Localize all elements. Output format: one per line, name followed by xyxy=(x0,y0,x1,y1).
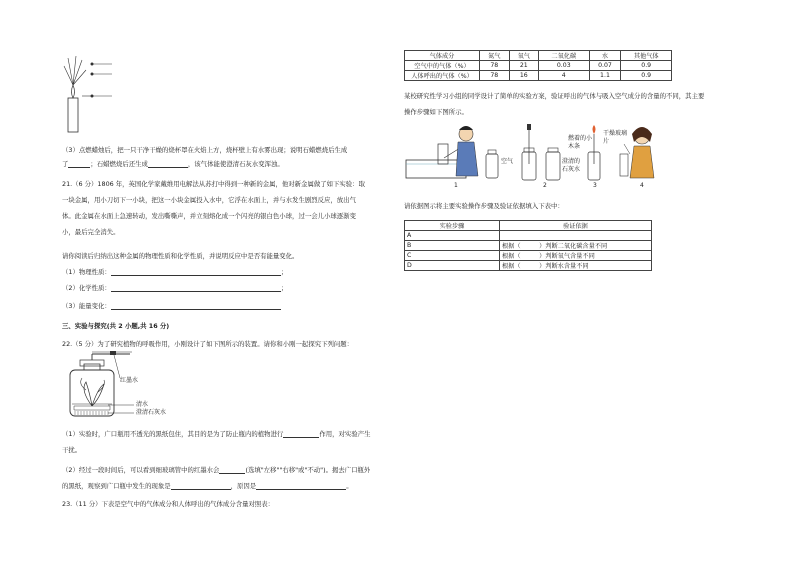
fig-air-label: 空气 xyxy=(501,158,514,165)
step-cell[interactable]: 根据（ ）判断氧气含量不同 xyxy=(500,251,652,261)
fig-limewater-label: 澄清石灰水 xyxy=(136,409,167,416)
gas-cell: 4 xyxy=(539,71,590,81)
fig-step-4: 4 xyxy=(640,182,644,189)
q21-line2: 一块金属，用小刀切下一小块，把这一小块金属投入水中，它浮在水面上，并与水发生剧烈反应，放出气 xyxy=(62,196,356,204)
fig-candle-label: 燃着的小木条 xyxy=(568,135,593,150)
gas-cell: 1.1 xyxy=(589,71,621,81)
gas-header: 水 xyxy=(589,51,621,61)
q21-chemical-blank[interactable] xyxy=(111,284,281,292)
fig-red-ink-label: 红墨水 xyxy=(120,377,139,384)
q3-text-c: ，该气体能使澄清石灰水变浑浊。 xyxy=(187,160,284,168)
period: 。 xyxy=(346,482,353,490)
step-header: 验证依据 xyxy=(500,221,652,231)
q22-2-text-d: ，原因是 xyxy=(230,482,257,490)
q22-2-text-c: 的黑纸，观察到广口瓶中发生的现象是 xyxy=(62,482,171,490)
step-cell[interactable]: 根据（ ）判断水含量不同 xyxy=(500,261,652,271)
fig-step-2: 2 xyxy=(543,182,547,189)
q22-line1: 22.（5 分）为了研究植物的呼吸作用，小刚设计了如下图所示的装置。请你和小刚一起探究下列问题： xyxy=(62,340,354,348)
step-header: 实验步骤 xyxy=(405,221,500,231)
q22-2-text-a: （2）经过一段时间后，可以看到细玻璃管中的红墨水会 xyxy=(62,466,220,474)
q23-line1: 23.（11 分）下表是空气中的气体成分和人体呼出的气体成分含量对照表： xyxy=(62,500,275,508)
q21-energy-label: （3）能量变化： xyxy=(62,302,111,310)
q3-text-b: ；石蜡燃烧后还生成 xyxy=(90,160,148,168)
q21-chemical xyxy=(62,284,287,292)
gas-table xyxy=(404,50,672,81)
step-cell: C xyxy=(405,251,500,261)
fig-step-1: 1 xyxy=(454,182,458,189)
right-para3: 请依据图示将主要实验操作步骤及验证依据填入下表中： xyxy=(404,202,564,210)
candle-figure xyxy=(56,52,116,138)
q21-energy-blank[interactable] xyxy=(111,302,281,310)
q21-chemical-label: （2）化学性质： xyxy=(62,284,111,292)
q21-line5: 请你阅读后归纳出这种金属的物理性质和化学性质，并说明反应中是否有能量变化。 xyxy=(62,252,299,260)
step-cell: D xyxy=(405,261,500,271)
table-row xyxy=(405,71,672,81)
table-row xyxy=(405,261,652,271)
fig-water-label: 清水 xyxy=(136,401,149,408)
gas-cell: 人体呼出的气体（%） xyxy=(405,71,480,81)
q22-2-blank-1[interactable] xyxy=(219,466,245,474)
gas-header: 氮气 xyxy=(480,51,510,61)
step-table xyxy=(404,220,652,271)
q22-2-blank-3[interactable] xyxy=(256,482,346,490)
semicolon-1: ； xyxy=(280,268,288,276)
q3-blank-2[interactable] xyxy=(148,160,188,168)
gas-cell: 16 xyxy=(509,71,539,81)
step-cell[interactable] xyxy=(500,231,652,241)
step-cell: B xyxy=(405,241,500,251)
step-cell[interactable]: 根据（ ）判断二氧化碳含量不同 xyxy=(500,241,652,251)
gas-cell: 空气中的气体（%） xyxy=(405,61,480,71)
q22-2-text-b: (选填"左移""右移"或"不动")。揭去广口瓶外 xyxy=(245,466,371,474)
step-table-header xyxy=(405,221,652,231)
gas-header: 二氧化碳 xyxy=(539,51,590,61)
q21-physical-label: （1）物理性质： xyxy=(62,268,111,276)
q21-line4: 小，最后完全消失。 xyxy=(62,228,120,236)
q22-1-line2: 干扰。 xyxy=(62,446,82,454)
q22-2-line2 xyxy=(62,482,353,490)
gas-cell: 0.03 xyxy=(539,61,590,71)
gas-cell: 0.9 xyxy=(621,71,672,81)
q21-physical xyxy=(62,268,287,276)
fig-step-3: 3 xyxy=(593,182,597,189)
q21-physical-blank[interactable] xyxy=(111,268,281,276)
q22-2-line1 xyxy=(62,466,370,474)
q3-blank-1[interactable] xyxy=(68,160,90,168)
gas-cell: 0.9 xyxy=(621,61,672,71)
gas-header: 气体成分 xyxy=(405,51,480,61)
q22-1-text-a: （1）实验时，广口瓶用不透光的黑纸包住，其目的是为了防止瓶内的植物进行 xyxy=(62,430,284,438)
q21-energy xyxy=(62,302,281,310)
q21-line3: 体。此金属在水面上急速转动，发出嘶嘶声，并立刻熔化成一个闪亮的银白色小球，过一会儿小球逐渐变 xyxy=(62,212,356,220)
right-para2: 操作步骤如下图所示。 xyxy=(404,108,468,116)
section3-title: 三、实验与探究(共 2 小题,共 16 分) xyxy=(62,322,170,330)
table-row xyxy=(405,61,672,71)
q22-1-text-b: 作用，对实验产生 xyxy=(319,430,371,438)
gas-header: 氧气 xyxy=(509,51,539,61)
gas-header: 其他气体 xyxy=(621,51,672,61)
gas-cell: 78 xyxy=(480,61,510,71)
q22-1-line1 xyxy=(62,430,370,438)
semicolon-2: ； xyxy=(280,284,288,292)
right-para1: 某校研究性学习小组的同学设计了简单的实验方案，验证呼出的气体与吸入空气成分的含量的不同，其主要 xyxy=(404,92,705,100)
q22-1-blank[interactable] xyxy=(283,430,319,438)
gas-cell: 0.07 xyxy=(589,61,621,71)
q21-line1: 21.（6 分）1806 年，英国化学家戴维用电解法从苏打中得到一种新的金属，他对新金属做了如下实验：取 xyxy=(62,180,365,188)
gas-cell: 78 xyxy=(480,71,510,81)
q3-line2 xyxy=(62,160,284,168)
table-row xyxy=(405,231,652,241)
table-row xyxy=(405,241,652,251)
q3-line1: （3）点燃蜡烛后，把一只干净干燥的烧杯罩在火焰上方，烧杯壁上有水雾出现；说明石蜡燃烧后生成 xyxy=(62,146,348,154)
table-row xyxy=(405,251,652,261)
q3-text-a: 了 xyxy=(62,160,69,168)
gas-table-header xyxy=(405,51,672,61)
gas-cell: 21 xyxy=(509,61,539,71)
fig-limewater-label: 澄清的石灰水 xyxy=(562,158,581,173)
fig-dry-glass-label: 干燥玻璃片 xyxy=(603,130,628,145)
q22-2-blank-2[interactable] xyxy=(171,482,231,490)
step-cell: A xyxy=(405,231,500,241)
